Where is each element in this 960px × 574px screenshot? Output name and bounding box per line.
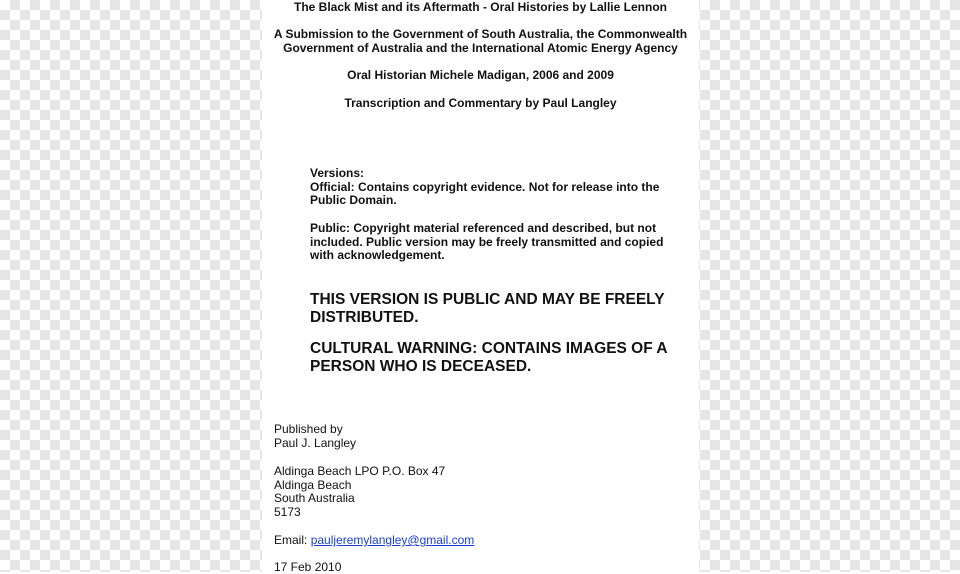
document-title: The Black Mist and its Aftermath - Oral Histories by Lallie Lennon [294, 0, 667, 14]
email-line [274, 533, 694, 547]
public-notice-line-2: DISTRIBUTED. [310, 309, 419, 326]
address-line-1: Aldinga Beach LPO P.O. Box 47 [274, 464, 446, 478]
cultural-warning-line-1: CULTURAL WARNING: CONTAINS IMAGES OF A [310, 340, 668, 357]
cultural-warning-line-2: PERSON WHO IS DECEASED. [310, 358, 532, 375]
official-version-line-2: Public Domain. [310, 193, 397, 207]
email-link[interactable]: pauljeremylangley@gmail.com [310, 533, 475, 547]
public-notice-line-1: THIS VERSION IS PUBLIC AND MAY BE FREELY [310, 291, 665, 308]
publisher-name: Paul J. Langley [274, 436, 357, 450]
submission-line-2: Government of Australia and the International Atomic Energy Agency [283, 41, 678, 55]
public-version-line-3: with acknowledgement. [310, 248, 445, 262]
oral-historian-line: Oral Historian Michele Madigan, 2006 and 2009 [347, 68, 614, 82]
email-label: Email: [274, 533, 311, 547]
public-version-line-2: included. Public version may be freely transmitted and copied [310, 235, 664, 249]
address-line-3: South Australia [274, 491, 355, 505]
address-line-2: Aldinga Beach [274, 478, 352, 492]
versions-heading: Versions: [310, 166, 365, 180]
publication-date: 17 Feb 2010 [274, 560, 342, 574]
transcription-line: Transcription and Commentary by Paul Langley [344, 96, 617, 110]
official-version-line-1: Official: Contains copyright evidence. Not for release into the [310, 180, 660, 194]
public-version-line-1: Public: Copyright material referenced and described, but not [310, 221, 657, 235]
address-postcode: 5173 [274, 505, 301, 519]
submission-line-1: A Submission to the Government of South Australia, the Commonwealth [273, 27, 688, 41]
published-by-label: Published by [274, 422, 343, 436]
